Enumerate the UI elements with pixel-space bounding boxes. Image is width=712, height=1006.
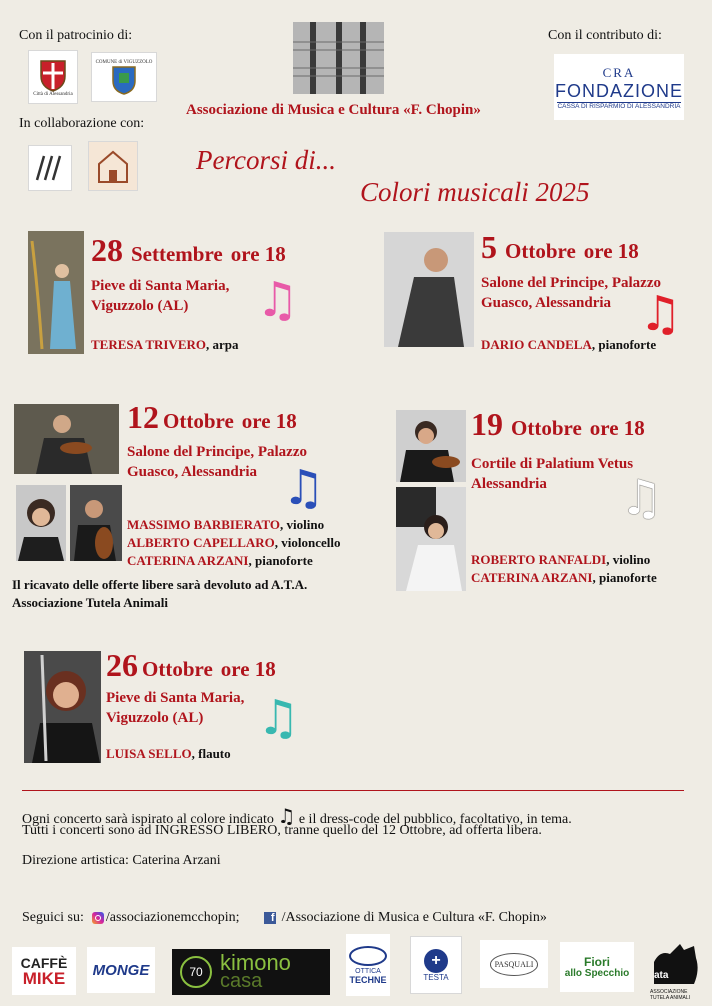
concert-4-place-line-2: Alessandria [471, 476, 547, 492]
concert-3-day: 12 [127, 399, 159, 435]
alessandria-logo [28, 50, 78, 104]
instagram-icon[interactable] [92, 912, 104, 924]
performer-name: ALBERTO CAPELLARO [127, 535, 275, 550]
fiori-allo-specchio-logo [560, 942, 634, 992]
offerte-note [12, 576, 307, 612]
mike-text: MIKE [22, 968, 66, 988]
shield-icon [111, 65, 137, 95]
concert-1-date [91, 232, 286, 269]
concert-1-month: Settembre [131, 242, 223, 266]
concert-4-place [471, 454, 633, 494]
concert-1-place-line-1: Pieve di Santa Maria, [91, 278, 230, 294]
concert-2-day: 5 [481, 229, 497, 265]
fondazione-subtitle: CASSA DI RISPARMIO DI ALESSANDRIA [557, 102, 681, 110]
concert-5-place-line-1: Pieve di Santa Maria, [106, 690, 245, 706]
performer-instrument: , arpa [206, 337, 239, 352]
performer-photo-sello [24, 651, 101, 763]
monge-logo [87, 947, 155, 993]
performer-name: TERESA TRIVERO [91, 337, 206, 352]
ata-logo [650, 940, 700, 1001]
caffe-mike-logo [12, 947, 76, 995]
performer-instrument: , flauto [191, 746, 231, 761]
red-music-note-icon: ♫ [639, 286, 683, 342]
concert-5-place [106, 688, 244, 728]
seguici-label: Seguici su: [22, 910, 84, 925]
fondazione-title: FONDAZIONE [554, 80, 683, 101]
testa-pharmacy-logo [410, 936, 462, 994]
offerte-line-2: Associazione Tutela Animali [12, 595, 169, 610]
concert-2-place-line-1: Salone del Principe, Palazzo [481, 275, 661, 291]
performer-name: MASSIMO BARBIERATO [127, 517, 281, 532]
alessandria-logo-caption: Città di Alessandria [33, 91, 73, 97]
title-line-1: Percorsi di... [196, 145, 336, 175]
footer-line-1a: Ogni concerto sarà ispirato al colore indicato [22, 812, 274, 827]
concert-4-place-line-1: Cortile di Palatium Vetus [471, 456, 634, 472]
concert-5-place-line-2: Viguzzolo (AL) [106, 710, 204, 726]
collaboration-logo-2 [88, 141, 138, 191]
concert-5-performers [106, 745, 231, 763]
concert-4-month: Ottobre [511, 416, 582, 440]
black-music-note-icon: ♫ [277, 804, 296, 828]
concert-5-month: Ottobre [142, 657, 213, 681]
offerte-line-1: Il ricavato delle offerte libere sarà devoluto ad A.T.A. [12, 577, 308, 592]
ottica-text: OTTICA [355, 967, 381, 975]
viguzzolo-logo-caption: COMUNE di VIGUZZOLO [95, 59, 153, 65]
concert-1-day: 28 [91, 232, 123, 268]
teal-music-note-icon: ♫ [257, 690, 301, 746]
concert-3-place-line-1: Salone del Principe, Palazzo [127, 444, 307, 460]
performer-name: LUISA SELLO [106, 746, 192, 761]
concert-1-place-line-2: Viguzzolo (AL) [91, 298, 189, 314]
concert-3-date [127, 399, 297, 436]
kimono-casa-logo [172, 949, 330, 995]
title-line-2: Colori musicali 2025 [360, 177, 590, 207]
concert-1-time: ore 18 [230, 242, 286, 266]
performer-instrument: , violoncello [274, 535, 341, 550]
facebook-icon[interactable]: f [264, 912, 276, 924]
patrocinio-label: Con il patrocinio di: [19, 28, 133, 43]
pasquali-text: PASQUALI [490, 953, 539, 976]
collaborazione-label: In collaborazione con: [19, 116, 145, 131]
concert-2-date [481, 229, 639, 266]
performer-instrument: , violino [606, 552, 651, 567]
fiori-text: Fiori [584, 954, 610, 969]
collaboration-logo-1 [28, 145, 72, 191]
performer-photo-arzani [16, 485, 66, 561]
music-lines-icon [32, 150, 68, 186]
concert-3-month: Ottobre [163, 409, 234, 433]
instagram-handle[interactable]: /associazionemcchopin; [105, 910, 240, 925]
testa-text: TESTA [423, 972, 449, 982]
concert-4-date [471, 406, 645, 443]
white-music-note-icon: ♫ [620, 470, 664, 526]
concert-3-place [127, 442, 307, 482]
ata-text: ata [654, 970, 669, 981]
performer-instrument: , violino [280, 517, 325, 532]
performer-photo-capellaro [70, 485, 122, 561]
music-score-image [293, 22, 384, 94]
contributo-label: Con il contributo di: [548, 28, 662, 43]
concert-2-place-line-2: Guasco, Alessandria [481, 295, 612, 311]
performer-name: ROBERTO RANFALDI [471, 552, 607, 567]
performer-photo-ranfaldi [396, 410, 466, 482]
footer-line-2: Tutti i concerti sono ad INGRESSO LIBERO, tranne quello del 12 Ottobre, ad offerta libera. [22, 823, 542, 838]
concert-2-performers [481, 336, 656, 354]
performer-name: DARIO CANDELA [481, 337, 592, 352]
pink-music-note-icon: ♫ [256, 272, 300, 328]
concert-2-month: Ottobre [505, 239, 576, 263]
concert-5-date [106, 647, 276, 684]
performer-photo-candela [384, 232, 474, 347]
concert-1-place [91, 276, 229, 316]
concert-2-place [481, 273, 661, 313]
performer-name: CATERINA ARZANI [127, 553, 249, 568]
performer-photo-arzani-2 [396, 487, 466, 591]
fondazione-logo [554, 54, 684, 120]
divider-line [22, 790, 684, 791]
performer-photo-barbierato [14, 404, 119, 474]
facebook-page[interactable]: /Associazione di Musica e Cultura «F. Chopin» [281, 910, 547, 925]
pasquali-logo [480, 940, 548, 988]
monge-text: MONGE [92, 961, 150, 979]
performer-instrument: , pianoforte [248, 553, 313, 568]
caffe-text: CAFFÈ [20, 954, 68, 971]
techne-text: TECHNE [349, 974, 387, 985]
church-icon [93, 146, 133, 186]
concert-3-time: ore 18 [241, 409, 297, 433]
specchio-text: allo Specchio [564, 967, 630, 979]
association-name: Associazione di Musica e Cultura «F. Chopin» [186, 102, 481, 118]
performer-photo-trivero [28, 231, 84, 354]
performer-instrument: , pianoforte [592, 570, 657, 585]
concert-4-time: ore 18 [589, 416, 645, 440]
cross-icon: + [424, 949, 448, 973]
concert-5-day: 26 [106, 647, 138, 683]
casa-text: casa [220, 970, 263, 992]
concert-4-day: 19 [471, 406, 503, 442]
concert-3-performers [127, 516, 340, 570]
concert-3-place-line-2: Guasco, Alessandria [127, 464, 258, 480]
kimono-text: kimono [220, 950, 291, 975]
concert-2-time: ore 18 [583, 239, 639, 263]
performer-name: CATERINA ARZANI [471, 570, 593, 585]
concert-4-performers [471, 551, 657, 587]
ata-subtitle: ASSOCIAZIONE TUTELA ANIMALI [650, 989, 691, 1001]
blue-music-note-icon: ♫ [282, 460, 326, 516]
fondazione-mark: CRA [602, 64, 636, 80]
performer-instrument: , pianoforte [591, 337, 657, 352]
seventy-badge: 70 [180, 956, 212, 988]
concert-5-time: ore 18 [220, 657, 276, 681]
viguzzolo-logo [91, 52, 157, 102]
coat-of-arms-icon [38, 58, 68, 92]
concert-1-performers [91, 336, 239, 354]
direzione-artistica: Direzione artistica: Caterina Arzani [22, 853, 221, 868]
footer-line-1b: e il dress-code del pubblico, facoltativo, in tema. [298, 812, 572, 827]
ottica-techne-logo [346, 934, 390, 996]
social-line [22, 910, 547, 926]
eye-icon [349, 946, 387, 966]
